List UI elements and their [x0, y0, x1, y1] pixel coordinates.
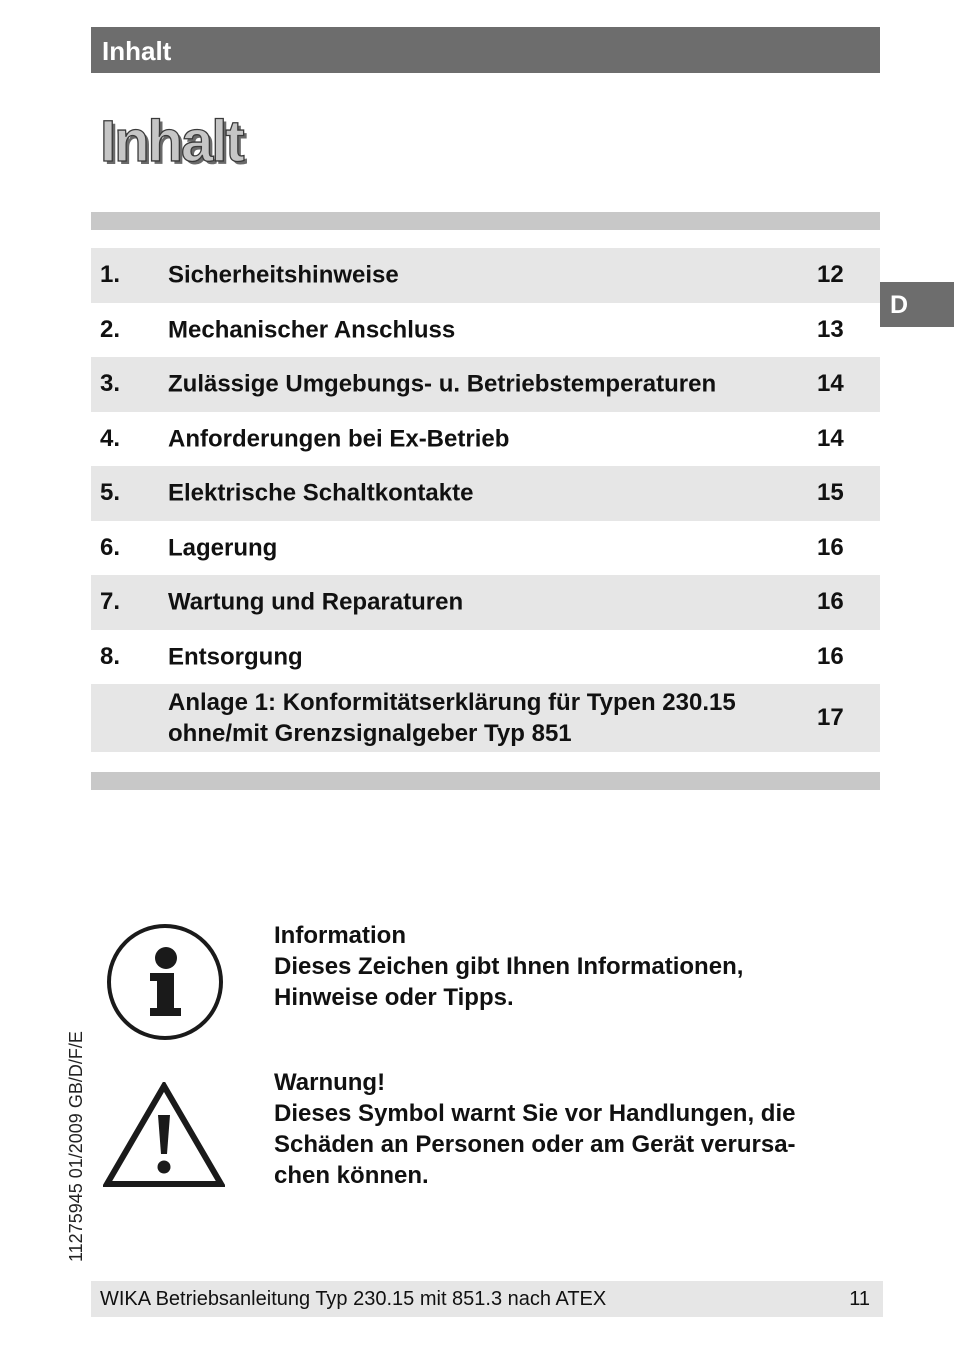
table-of-contents: [91, 248, 880, 752]
info-icon: [105, 922, 225, 1042]
warning-line-1: Dieses Symbol warnt Sie vor Handlungen, die: [274, 1100, 796, 1127]
header-title: Inhalt: [102, 36, 172, 66]
toc-title: Entsorgung: [168, 643, 303, 671]
toc-title: Sicherheitshinweise: [168, 261, 399, 289]
footer-bar: [91, 1281, 883, 1317]
toc-page: 15: [817, 479, 844, 507]
info-line-2: Hinweise oder Tipps.: [274, 984, 514, 1011]
toc-appendix-line-1: Anlage 1: Konformitätserklärung für Typen 230.15: [168, 689, 736, 716]
toc-page: 16: [817, 588, 844, 616]
warning-icon: [103, 1082, 225, 1188]
document-code: 11275945 01/2009 GB/D/F/E: [66, 1031, 86, 1262]
footer-text: WIKA Betriebsanleitung Typ 230.15 mit 851.3 nach ATEX: [100, 1288, 607, 1310]
toc-page: 14: [817, 370, 844, 398]
toc-row[interactable]: [91, 630, 880, 685]
toc-title: Wartung und Reparaturen: [168, 588, 464, 616]
toc-row[interactable]: [91, 575, 880, 630]
toc-title: Anforderungen bei Ex-Betrieb: [168, 425, 510, 453]
info-notice: [274, 920, 864, 1013]
toc-number: 3.: [100, 370, 121, 398]
toc-page: 12: [817, 261, 844, 289]
toc-page: 17: [817, 704, 844, 731]
toc-page: 14: [817, 424, 844, 452]
divider-top: [91, 212, 880, 230]
info-line-1: Dieses Zeichen gibt Ihnen Informationen,: [274, 953, 744, 980]
toc-number: 4.: [100, 424, 121, 452]
page-number: 11: [849, 1288, 870, 1310]
toc-number: 6.: [100, 533, 121, 561]
toc-page: 13: [817, 315, 844, 343]
toc-row[interactable]: [91, 521, 880, 576]
toc-row-appendix[interactable]: [91, 684, 880, 752]
toc-row[interactable]: [91, 357, 880, 412]
toc-row[interactable]: [91, 466, 880, 521]
toc-appendix-title: [168, 687, 770, 749]
toc-appendix-line-2: ohne/mit Grenzsignalgeber Typ 851: [168, 720, 572, 747]
toc-number: 2.: [100, 315, 121, 343]
divider-bottom: [91, 772, 880, 790]
toc-number: 5.: [100, 479, 121, 507]
warning-line-2: Schäden an Personen oder am Gerät verursa-: [274, 1131, 796, 1158]
toc-page: 16: [817, 533, 844, 561]
toc-number: 7.: [100, 588, 121, 616]
warning-heading: Warnung!: [274, 1069, 386, 1096]
toc-title: Zulässige Umgebungs- u. Betriebstemperaturen: [168, 370, 717, 398]
toc-row[interactable]: [91, 248, 880, 303]
toc-page: 16: [817, 642, 844, 670]
info-heading: Information: [274, 922, 406, 949]
toc-row[interactable]: [91, 303, 880, 358]
language-tab-label: D: [890, 291, 909, 319]
header-bar: [91, 27, 880, 73]
language-tab: [880, 282, 954, 327]
warning-line-3: chen können.: [274, 1162, 429, 1189]
toc-row[interactable]: [91, 412, 880, 467]
page-title: Inhalt: [100, 109, 243, 174]
toc-number: 1.: [100, 261, 121, 289]
toc-number: 8.: [100, 642, 121, 670]
toc-title: Lagerung: [168, 534, 278, 562]
toc-title: Mechanischer Anschluss: [168, 316, 456, 344]
toc-title: Elektrische Schaltkontakte: [168, 479, 474, 507]
warning-notice: [274, 1067, 864, 1191]
